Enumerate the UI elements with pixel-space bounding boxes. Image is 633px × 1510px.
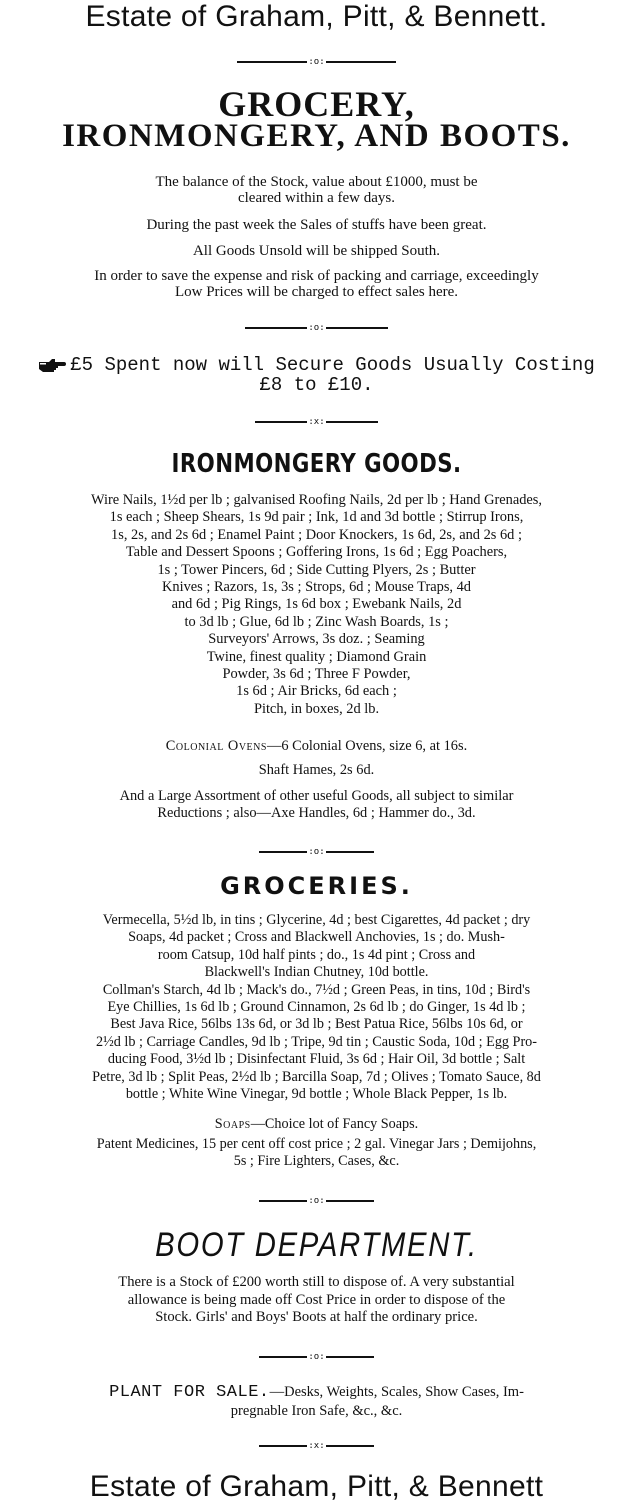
list-line: 1s ; Tower Pincers, 6d ; Side Cutting Plyers, 2s ; Butter (157, 561, 476, 578)
intro-text (0, 243, 633, 259)
list-line: Knives ; Razors, 1s, 3s ; Strops, 6d ; Mouse Traps, 4d (161, 579, 472, 596)
heading-ironmongery-boots: IRONMONGERY, AND BOOTS. (62, 118, 571, 154)
patent-medicines-text (0, 1136, 633, 1171)
estate-header: Estate of Graham, Pitt, & Bennett. (85, 0, 548, 33)
list-line: bottle ; White Wine Vinegar, 9d bottle ; Whole Black Pepper, 1s lb. (125, 1086, 508, 1103)
intro-line: All Goods Unsold will be shipped South. (192, 243, 441, 259)
intro-line: During the past week the Sales of stuffs have been great. (146, 217, 487, 233)
colonial-ovens-text: —6 Colonial Ovens, size 6, at 16s. (266, 738, 468, 754)
intro-text (0, 268, 633, 300)
list-line: Eye Chillies, 1s 6d lb ; Ground Cinnamon, 2s 6d lb ; do Ginger, 1s 4d lb ; (107, 999, 526, 1016)
soaps-line (0, 1116, 633, 1133)
list-line: Twine, finest quality ; Diamond Grain (206, 648, 427, 665)
list-line: Wire Nails, 1½d per lb ; galvanised Roofing Nails, 2d per lb ; Hand Grenades, (90, 492, 543, 508)
patent-line: Patent Medicines, 15 per cent off cost price ; 2 gal. Vinegar Jars ; Demijohns, (96, 1136, 537, 1152)
colonial-ovens-line (0, 738, 633, 755)
soaps-text: —Choice lot of Fancy Soaps. (250, 1116, 419, 1132)
list-line: 1s 6d ; Air Bricks, 6d each ; (236, 683, 397, 700)
list-line: room Catsup, 10d half pints ; do., 1s 4d pint ; Cross and (157, 946, 476, 963)
groceries-list (0, 912, 633, 1103)
list-line: Petre, 3d lb ; Split Peas, 2½d lb ; Barcilla Soap, 7d ; Olives ; Tomato Sauce, 8d (92, 1068, 541, 1085)
separator: :o: (0, 322, 633, 334)
list-line: Surveyors' Arrows, 3s doz. ; Seaming (208, 631, 425, 648)
list-line: Blackwell's Indian Chutney, 10d bottle. (204, 964, 429, 981)
separator: :o: (0, 56, 633, 68)
heading-grocery: GROCERY, (218, 84, 415, 124)
list-line: and 6d ; Pig Rings, 1s 6d box ; Ewebank Nails, 2d (171, 596, 462, 613)
boots-line: Stock. Girls' and Boys' Boots at half the ordinary price. (155, 1309, 478, 1325)
estate-footer: Estate of Graham, Pitt, & Bennett (89, 1470, 544, 1503)
intro-text (0, 174, 633, 206)
list-line: Collman's Starch, 4d lb ; Mack's do., 7½d ; Green Peas, in tins, 10d ; Bird's (102, 981, 531, 998)
plant-line: —Desks, Weights, Scales, Show Cases, Im- (269, 1384, 524, 1400)
list-line: ducing Food, 3½d lb ; Disinfectant Fluid, 3s 6d ; Hair Oil, 3d bottle ; Salt (107, 1051, 526, 1068)
intro-text (0, 217, 633, 233)
separator: :x: (0, 1440, 633, 1452)
separator: :o: (0, 1351, 633, 1363)
intro-line: Low Prices will be charged to effect sales here. (174, 284, 459, 300)
intro-line: In order to save the expense and risk of packing and carriage, exceedingly (94, 268, 539, 284)
separator: :o: (0, 846, 633, 858)
list-line: Pitch, in boxes, 2d lb. (253, 700, 380, 717)
list-line: 1s, 2s, and 2s 6d ; Enamel Paint ; Door Knockers, 1s 6d, 2s, and 2s 6d ; (111, 526, 522, 543)
boots-text (0, 1274, 633, 1327)
list-line: Best Java Rice, 56lbs 13s 6d, or 3d lb ; Best Patua Rice, 56lbs 10s 6d, or (110, 1016, 523, 1033)
section-title-boots: BOOT DEPARTMENT. (155, 1226, 478, 1264)
colonial-ovens-label: Colonial Ovens (165, 738, 267, 754)
plant-for-sale-label: PLANT FOR SALE. (109, 1383, 270, 1402)
separator: :x: (0, 416, 633, 428)
section-title-groceries: GROCERIES. (220, 872, 413, 900)
list-line: Powder, 3s 6d ; Three F Powder, (222, 666, 411, 683)
list-line: to 3d lb ; Glue, 6d lb ; Zinc Wash Boards, 1s ; (184, 613, 449, 630)
shaft-hames-line: Shaft Hames, 2s 6d. (258, 762, 375, 778)
separator: :o: (0, 1195, 633, 1207)
assortment-text (0, 788, 633, 822)
promo-line: £5 Spent now will Secure Goods Usually Costing (70, 354, 595, 376)
intro-line: cleared within a few days. (237, 190, 396, 206)
intro-line: The balance of the Stock, value about £1000, must be (155, 174, 478, 190)
assortment-line: Reductions ; also—Axe Handles, 6d ; Hammer do., 3d. (157, 805, 476, 821)
plant-line: pregnable Iron Safe, &c., &c. (230, 1403, 403, 1419)
assortment-line: And a Large Assortment of other useful Goods, all subject to similar (119, 788, 514, 804)
list-line: Vermecella, 5½d lb, in tins ; Glycerine, 4d ; best Cigarettes, 4d packet ; dry (102, 912, 531, 928)
list-line: 2½d lb ; Carriage Candles, 9d lb ; Tripe, 9d tin ; Caustic Soda, 10d ; Egg Pro- (96, 1033, 537, 1050)
boots-line: allowance is being made off Cost Price in order to dispose of the (127, 1291, 506, 1308)
list-line: 1s each ; Sheep Shears, 1s 9d pair ; Ink, 1d and 3d bottle ; Stirrup Irons, (109, 509, 524, 526)
ironmongery-list (0, 492, 633, 718)
patent-line: 5s ; Fire Lighters, Cases, &c. (233, 1153, 400, 1170)
boots-line: There is a Stock of £200 worth still to dispose of. A very substantial (118, 1274, 515, 1290)
list-line: Table and Dessert Spoons ; Goffering Irons, 1s 6d ; Egg Poachers, (125, 544, 508, 561)
list-line: Soaps, 4d packet ; Cross and Blackwell Anchovies, 1s ; do. Mush- (128, 929, 505, 946)
section-title-ironmongery: IRONMONGERY GOODS. (171, 449, 462, 479)
soaps-label: Soaps (214, 1116, 251, 1132)
plant-for-sale-text (0, 1383, 633, 1420)
promo-line: £8 to £10. (259, 374, 374, 396)
